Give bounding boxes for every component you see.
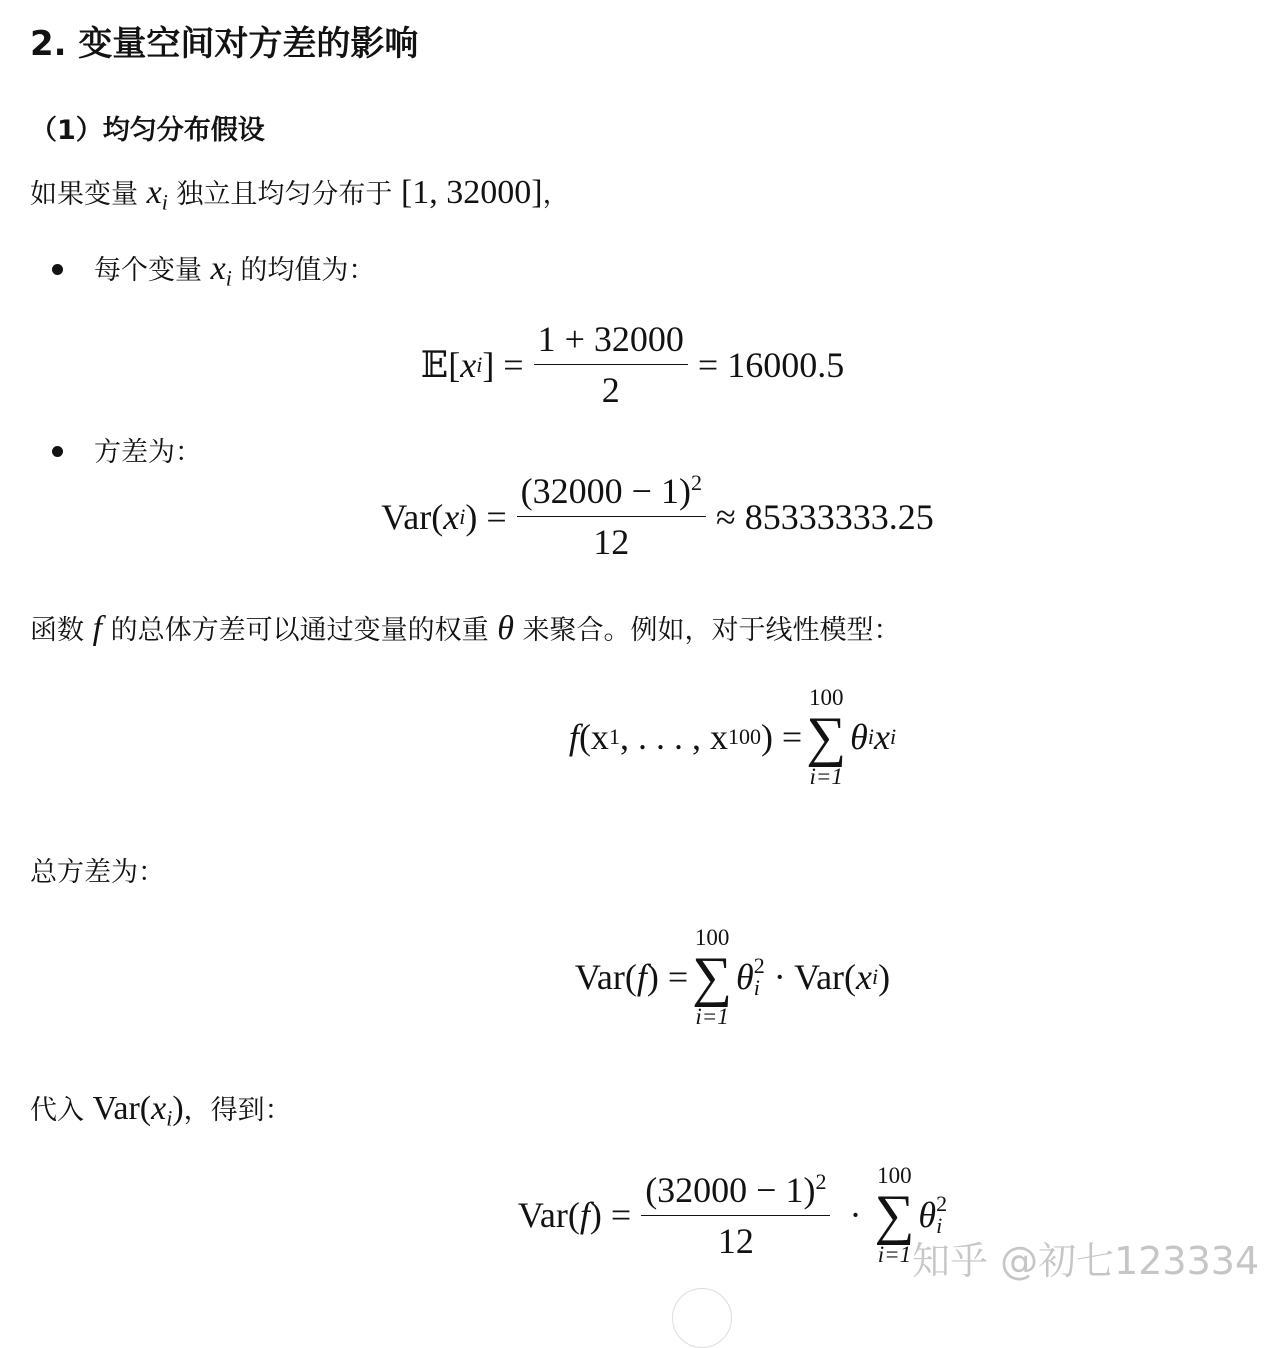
math: i <box>872 964 879 989</box>
math: ) = <box>760 717 803 757</box>
equation-variance <box>0 470 1265 563</box>
sigma-icon: ∑ <box>806 706 847 768</box>
text: 如果变量 <box>30 179 147 210</box>
math: i <box>936 1213 943 1238</box>
fraction <box>641 1169 830 1262</box>
math: 2 <box>815 1168 827 1194</box>
math-interval: [1, 32000] <box>400 174 543 211</box>
fraction <box>534 318 688 411</box>
sigma-icon: ∑ <box>692 946 733 1008</box>
math: i <box>459 503 466 529</box>
list-item-variance: 方差为： <box>94 437 202 468</box>
math: = 16000.5 <box>697 344 845 385</box>
section-heading: 2. 变量空间对方差的影响 <box>30 24 419 64</box>
watermark: 知乎 @初七123334 <box>912 1239 1260 1283</box>
math: ) = <box>465 496 507 537</box>
bullet-icon <box>52 446 63 457</box>
text: 代入 <box>30 1095 93 1126</box>
math: 𝔼[ <box>420 344 461 385</box>
math: ] = <box>482 344 524 385</box>
math: ) = <box>646 957 689 997</box>
text: 来聚合。例如，对于线性模型： <box>513 615 901 646</box>
math: , . . . , x <box>619 717 728 757</box>
bullet-icon <box>52 264 63 275</box>
math: (x <box>578 717 609 757</box>
math: ) <box>878 957 891 997</box>
math: Var( <box>381 496 444 537</box>
math: θ <box>918 1195 937 1235</box>
math: i <box>753 975 760 1000</box>
paragraph-substitute <box>30 1088 292 1131</box>
text: 函数 <box>30 615 93 646</box>
lower-limit: i=1 <box>877 1242 912 1267</box>
fraction <box>517 470 706 563</box>
summation <box>692 926 732 1028</box>
math: f <box>636 957 647 997</box>
math: 100 <box>727 724 761 749</box>
math: θ <box>850 717 868 757</box>
math-sub: i <box>161 189 168 215</box>
sigma-icon: ∑ <box>874 1184 915 1246</box>
math: f <box>579 1195 590 1235</box>
math: i <box>166 1105 173 1131</box>
paragraph-total-variance <box>30 608 901 648</box>
math: i <box>867 724 874 749</box>
text: 独立且均匀分布于 <box>167 179 401 210</box>
upper-limit: 100 <box>877 1163 912 1188</box>
scroll-circle-icon <box>672 1288 732 1348</box>
upper-limit: 100 <box>694 925 730 950</box>
math: f <box>92 610 103 647</box>
equation-total-variance <box>0 926 1265 1028</box>
math-var: x <box>146 174 162 211</box>
intro-paragraph <box>30 172 570 215</box>
math: x <box>460 344 477 385</box>
math: θ <box>497 610 514 647</box>
summation <box>874 1164 914 1266</box>
math-sub: i <box>225 265 232 291</box>
math: Var( <box>574 957 637 997</box>
math: i <box>476 351 483 377</box>
numerator: 1 + 32000 <box>534 318 688 365</box>
math: (32000 − 1) <box>520 471 691 511</box>
upper-limit: 100 <box>808 685 844 710</box>
subsection-heading: （1）均匀分布假设 <box>30 115 265 146</box>
math: ≈ 85333333.25 <box>715 496 934 537</box>
math: 2 <box>753 953 765 978</box>
lower-limit: i=1 <box>809 764 843 789</box>
math: · Var( <box>764 957 857 997</box>
numerator <box>641 1169 830 1216</box>
math: 2 <box>936 1191 948 1216</box>
numerator <box>517 470 706 517</box>
text: ， <box>542 179 570 210</box>
math: θ <box>736 957 754 997</box>
denominator: 12 <box>717 1220 754 1261</box>
math: (32000 − 1) <box>645 1169 816 1210</box>
math: 2 <box>690 470 702 495</box>
denominator: 2 <box>601 370 620 410</box>
text: ，得到： <box>183 1095 292 1126</box>
math: x <box>151 1090 167 1127</box>
lower-limit: i=1 <box>695 1004 729 1029</box>
math: i <box>889 724 897 749</box>
math: x <box>856 957 873 997</box>
math: x <box>443 496 460 537</box>
math: ) = <box>589 1195 632 1235</box>
text: 每个变量 <box>94 255 211 286</box>
math: · <box>840 1195 871 1235</box>
math: Var( <box>517 1195 580 1235</box>
paragraph-total: 总方差为： <box>30 857 165 888</box>
math: 1 <box>608 724 620 749</box>
math: f <box>568 717 579 757</box>
math: x <box>873 717 890 757</box>
text: 的均值为： <box>231 255 376 286</box>
math-var: x <box>210 250 226 287</box>
equation-mean <box>0 318 1265 411</box>
summation <box>806 686 846 788</box>
denominator: 12 <box>593 522 630 562</box>
equation-model <box>0 686 1265 788</box>
text: 的总体方差可以通过变量的权重 <box>102 615 498 646</box>
math: ) <box>172 1090 184 1127</box>
list-item-mean <box>94 248 375 291</box>
math: Var( <box>92 1090 152 1127</box>
